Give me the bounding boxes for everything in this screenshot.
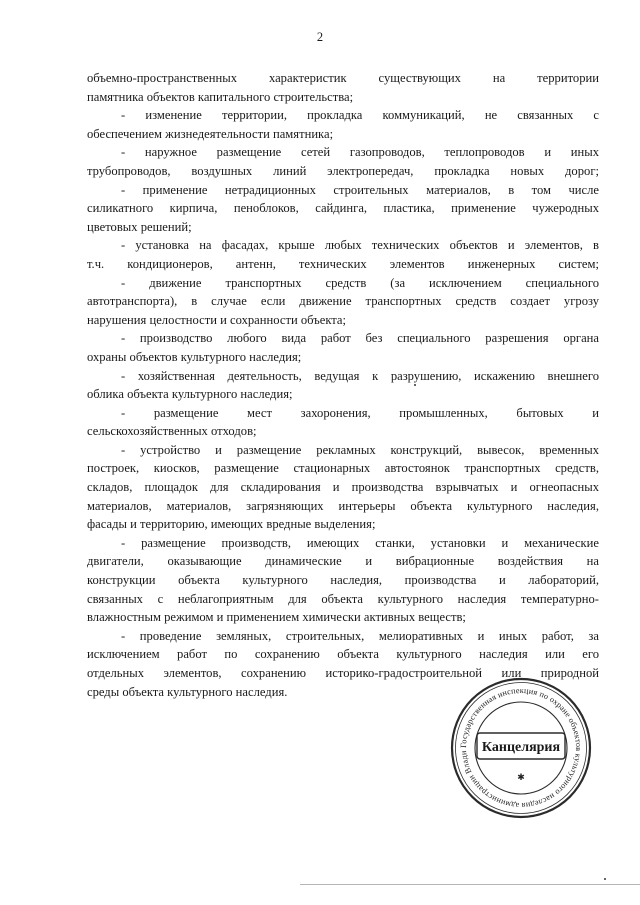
page-number: 2 <box>316 30 324 44</box>
text-line: конструкции объекта культурного наследия, производства и лабораторий, <box>87 573 599 588</box>
scan-speck <box>604 878 606 880</box>
text-line: - проведение земляных, строительных, мелиоративных и иных работ, за <box>121 628 599 643</box>
text-line: т.ч. кондиционеров, антенн, технических элементов инженерных систем; <box>87 256 599 271</box>
document-body <box>87 69 599 701</box>
text-line: фасады и территорию, имеющих вредные выделения; <box>87 517 376 532</box>
text-line: силикатного кирпича, пеноблоков, сайдинга, пластика, применение чужеродных <box>87 201 599 216</box>
text-line: цветовых решений; <box>87 219 192 234</box>
text-line: - размещение мест захоронения, промышленных, бытовых и <box>121 405 599 420</box>
stamp-center-text: Канцелярия <box>481 740 561 755</box>
scan-speck <box>414 384 416 386</box>
text-line: связанных с неблагоприятным для объекта культурного наследия температурно- <box>87 591 599 606</box>
text-line: построек, киосков, размещение стационарных автостоянок транспортных средств, <box>87 461 599 476</box>
text-line: сельскохозяйственных отходов; <box>87 424 257 439</box>
official-stamp <box>449 676 593 820</box>
text-line: - движение транспортных средств (за исключением специального <box>121 275 599 290</box>
text-line: памятника объектов капитального строительства; <box>87 89 354 104</box>
text-line: - устройство и размещение рекламных конструкций, вывесок, временных <box>121 442 599 457</box>
stamp-ring-text: Государственная инспекция по охране объектов культурного наследия администрации Влади <box>458 685 584 811</box>
text-line: - применение нетрадиционных строительных материалов, в том числе <box>121 182 599 197</box>
stamp-star-icon: ✱ <box>517 772 525 782</box>
text-line: - производство любого вида работ без специального разрешения органа <box>121 331 599 346</box>
text-line: охраны объектов культурного наследия; <box>87 349 302 364</box>
text-line: - наружное размещение сетей газопроводов, теплопроводов и иных <box>121 145 599 160</box>
text-line: - хозяйственная деятельность, ведущая к разрушению, искажению внешнего <box>121 368 599 383</box>
text-line: двигатели, оказывающие динамические и вибрационные воздействия на <box>87 554 599 569</box>
text-line: влажностным режимом и применением химически активных веществ; <box>87 610 466 625</box>
text-line: - изменение территории, прокладка коммуникаций, не связанных с <box>121 108 599 123</box>
text-line: - размещение производств, имеющих станки, установки и механические <box>121 535 599 550</box>
text-line: исключением работ по сохранению объекта культурного наследия или его <box>87 647 599 662</box>
stamp-seal-icon <box>449 676 593 820</box>
text-line: автотранспорта), в случае если движение транспортных средств создает угрозу <box>87 294 599 309</box>
scan-edge-line <box>300 884 640 885</box>
text-line: обеспечением жизнедеятельности памятника; <box>87 126 334 141</box>
text-line: нарушения целостности и сохранности объекта; <box>87 312 347 327</box>
text-line: среды объекта культурного наследия. <box>87 684 288 699</box>
text-line: материалов, материалов, загрязняющих интерьеры объекта культурного наследия, <box>87 498 599 513</box>
text-line: облика объекта культурного наследия; <box>87 387 293 402</box>
text-line: трубопроводов, воздушных линий электропередач, прокладка новых дорог; <box>87 163 599 178</box>
text-line: объемно-пространственных характеристик существующих на территории <box>87 71 599 85</box>
text-line: - установка на фасадах, крыше любых технических объектов и элементов, в <box>121 238 599 253</box>
text-line: складов, площадок для складирования и производства взрывчатых и огнеопасных <box>87 480 599 495</box>
text-line: отдельных элементов, сохранению историко-градостроительной или природной <box>87 666 599 680</box>
